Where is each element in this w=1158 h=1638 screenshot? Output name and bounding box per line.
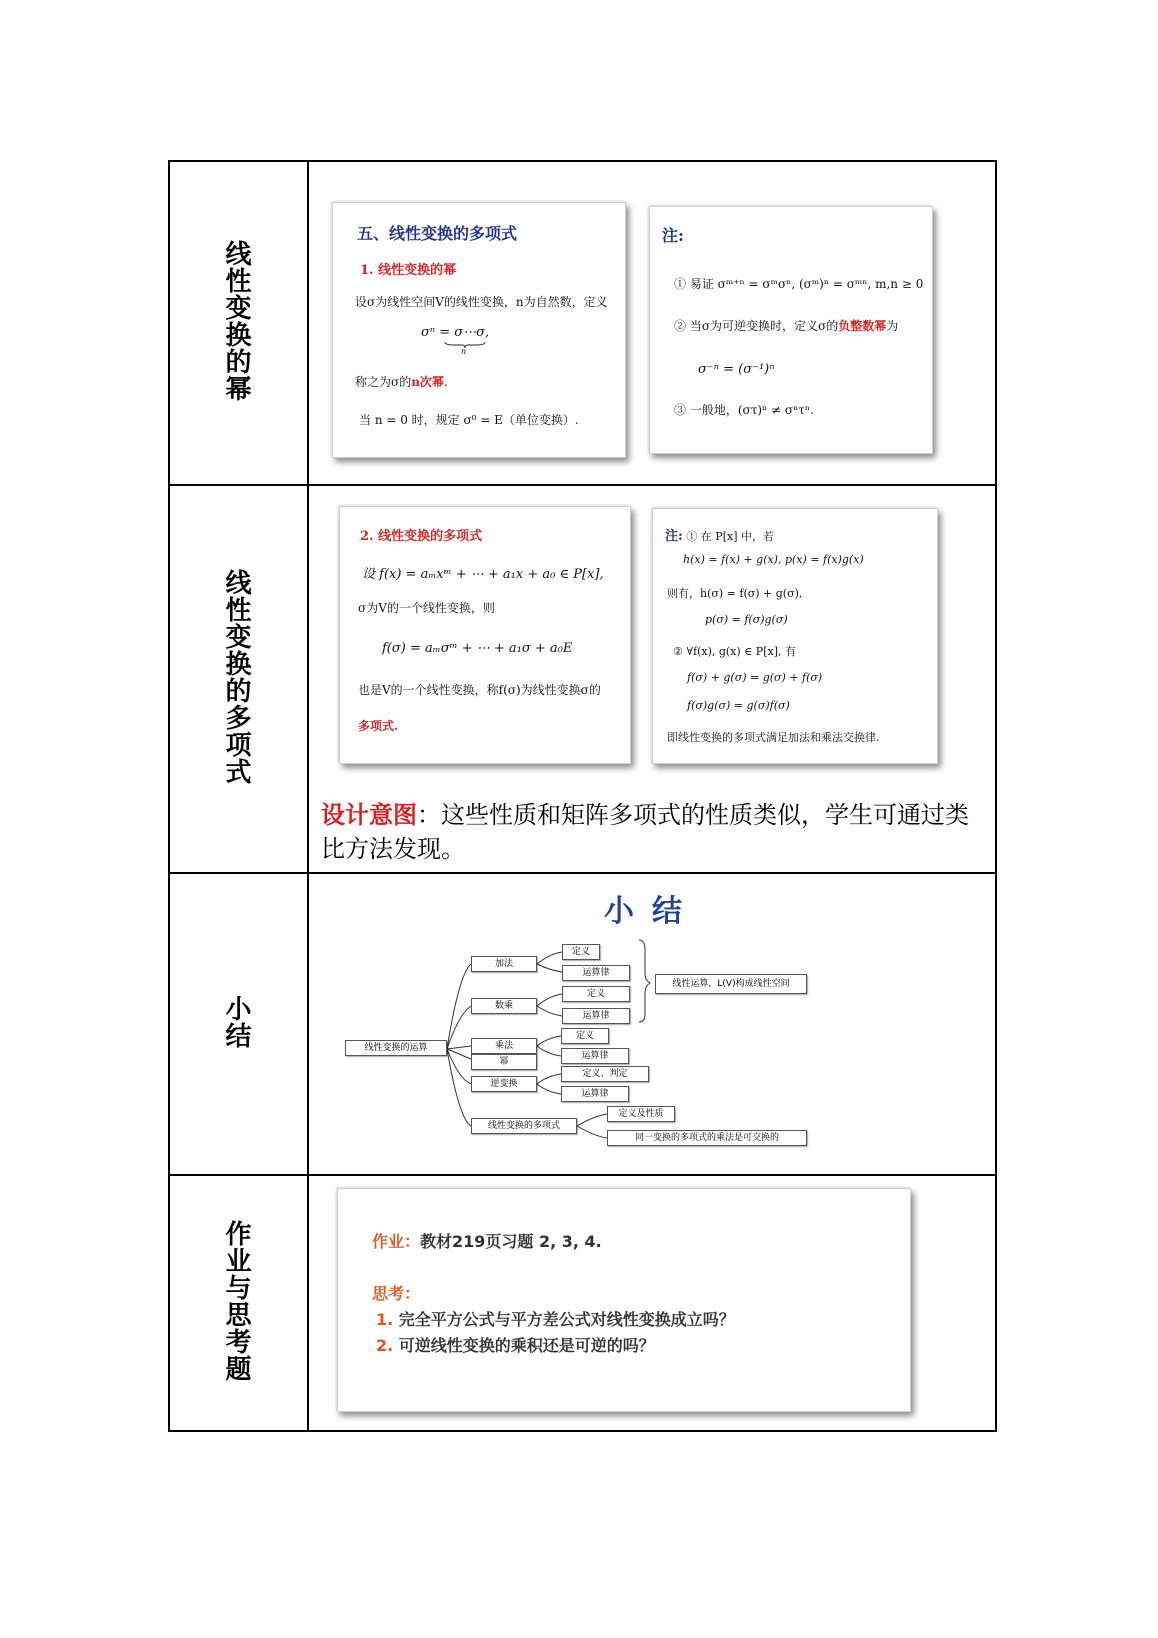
note-label: 注:	[665, 529, 683, 544]
mindmap-node: 线性变换的多项式	[471, 1118, 577, 1134]
row-content	[308, 485, 996, 873]
mindmap-node: 乘法	[471, 1038, 537, 1054]
homework-text: 教材219页习题 2, 3, 4.	[420, 1232, 602, 1251]
mindmap-leaf: 定义	[562, 944, 600, 960]
note-formula: p(σ) = f(σ)g(σ)	[705, 613, 788, 626]
text-part: 为	[886, 319, 899, 333]
mindmap-note: 线性运算，L(V)构成线性空间	[655, 974, 807, 994]
question-number: 2.	[376, 1336, 394, 1355]
design-intent	[321, 798, 981, 866]
design-intent-label: 设计意图	[321, 801, 417, 829]
slide-text: 也是V的一个线性变换，称f(σ)为线性变换σ的	[358, 683, 601, 697]
mindmap-leaf: 定义	[561, 1028, 609, 1044]
slide-formula-index: n	[461, 347, 467, 356]
mindmap-leaf: 定义及性质	[607, 1106, 675, 1122]
mindmap-leaf: 定义、判定	[561, 1066, 649, 1082]
mindmap-leaf: 定义	[562, 986, 630, 1002]
mindmap-leaf: 运算律	[562, 1008, 630, 1024]
slide-formula: σⁿ = σ⋯σ,	[421, 325, 490, 340]
slide-homework	[337, 1188, 911, 1412]
note-line: 即线性变换的多项式满足加法和乘法交换律.	[667, 731, 880, 744]
row-content	[308, 161, 996, 485]
question-text: 完全平方公式与平方差公式对线性变换成立吗？	[398, 1310, 735, 1329]
highlight-term: 多项式.	[358, 719, 399, 733]
text-part: .	[443, 375, 448, 389]
note-item: ③ 一般地，(στ)ⁿ ≠ σⁿτⁿ.	[674, 403, 814, 417]
think-label	[372, 1281, 420, 1304]
slide-power-notes	[649, 206, 933, 454]
row-label-cell	[169, 161, 308, 485]
row-power	[169, 161, 996, 485]
row-homework	[169, 1175, 996, 1431]
note-formula: σ⁻ⁿ = (σ⁻¹)ⁿ	[698, 362, 775, 377]
row-label: 作业与思考题	[225, 1220, 252, 1385]
row-label-cell	[169, 485, 308, 873]
question-number: 1.	[376, 1310, 394, 1329]
question-item	[376, 1333, 655, 1356]
row-label: 小结	[225, 995, 252, 1052]
slide-polynomial-notes	[652, 508, 938, 764]
mindmap-node: 数乘	[471, 998, 537, 1014]
mindmap-node: 加法	[471, 956, 537, 972]
mindmap-leaf: 运算律	[561, 1048, 629, 1064]
note-item: ① 易证 σᵐ⁺ⁿ = σᵐσⁿ, (σᵐ)ⁿ = σᵐⁿ, m,n ≥ 0	[674, 277, 924, 291]
row-content	[308, 873, 996, 1175]
highlight-term: 负整数幂	[838, 319, 887, 333]
note-line: 则有，h(σ) = f(σ) + g(σ),	[667, 587, 803, 600]
mindmap-root: 线性变换的运算	[345, 1040, 447, 1056]
row-label-cell	[169, 873, 308, 1175]
mindmap-node: 幂	[471, 1054, 537, 1070]
design-intent-text: ：这些性质和矩阵多项式的性质类似，学生可通过类比方法发现。	[321, 801, 969, 863]
slide-text: 设σ为线性空间V的线性变换，n为自然数，定义	[355, 295, 608, 309]
think-label-text: 思考：	[372, 1284, 421, 1303]
question-item	[376, 1307, 735, 1330]
slide-text: 当 n = 0 时，规定 σ⁰ = E（单位变换）.	[359, 413, 579, 427]
homework-label: 作业：	[372, 1232, 421, 1251]
lesson-table	[168, 160, 997, 1432]
note-line	[665, 525, 774, 544]
question-text: 可逆线性变换的乘积还是可逆的吗？	[398, 1336, 655, 1355]
mindmap-node: 逆变换	[471, 1076, 537, 1092]
note-line: ② ∀f(x), g(x) ∈ P[x], 有	[673, 645, 796, 658]
note-formula: h(x) = f(x) + g(x), p(x) = f(x)g(x)	[683, 553, 864, 566]
slide-title: 五、线性变换的多项式	[357, 224, 518, 243]
row-label: 线性变换的多项式	[225, 569, 252, 788]
note-label: 注:	[662, 226, 684, 245]
row-content	[308, 1175, 996, 1431]
note-item	[674, 317, 898, 334]
slide-subtitle: 2. 线性变换的多项式	[360, 529, 483, 544]
row-label: 线性变换的幂	[225, 240, 252, 405]
note-formula: f(σ)g(σ) = g(σ)f(σ)	[687, 699, 790, 712]
text-part: 称之为σ的	[355, 375, 412, 389]
slide-formula: f(σ) = aₘσᵐ + ⋯ + a₁σ + a₀E	[382, 641, 573, 656]
mindmap-leaf: 运算律	[561, 1086, 629, 1102]
row-summary	[169, 873, 996, 1175]
text-part: ② 当σ为可逆变换时，定义σ的	[674, 319, 839, 333]
slide-text	[355, 373, 448, 390]
homework-line	[372, 1229, 602, 1252]
mindmap-leaf: 运算律	[562, 965, 630, 981]
slide-polynomial-definition	[339, 506, 631, 764]
mindmap-leaf: 同一变换的多项式的乘法是可交换的	[607, 1130, 807, 1146]
slide-subtitle: 1. 线性变换的幂	[360, 263, 457, 278]
text-part: ① 在 P[x] 中，若	[686, 530, 774, 543]
summary-title: 小结	[604, 894, 700, 929]
highlight-term: n次幂	[411, 375, 444, 389]
row-polynomial	[169, 485, 996, 873]
note-formula: f(σ) + g(σ) = g(σ) + f(σ)	[687, 671, 823, 684]
slide-power-definition	[332, 202, 626, 458]
row-label-cell	[169, 1175, 308, 1431]
slide-text: σ为V的一个线性变换，则	[358, 601, 495, 615]
slide-formula: 设 f(x) = aₘxᵐ + ⋯ + a₁x + a₀ ∈ P[x],	[362, 567, 604, 582]
